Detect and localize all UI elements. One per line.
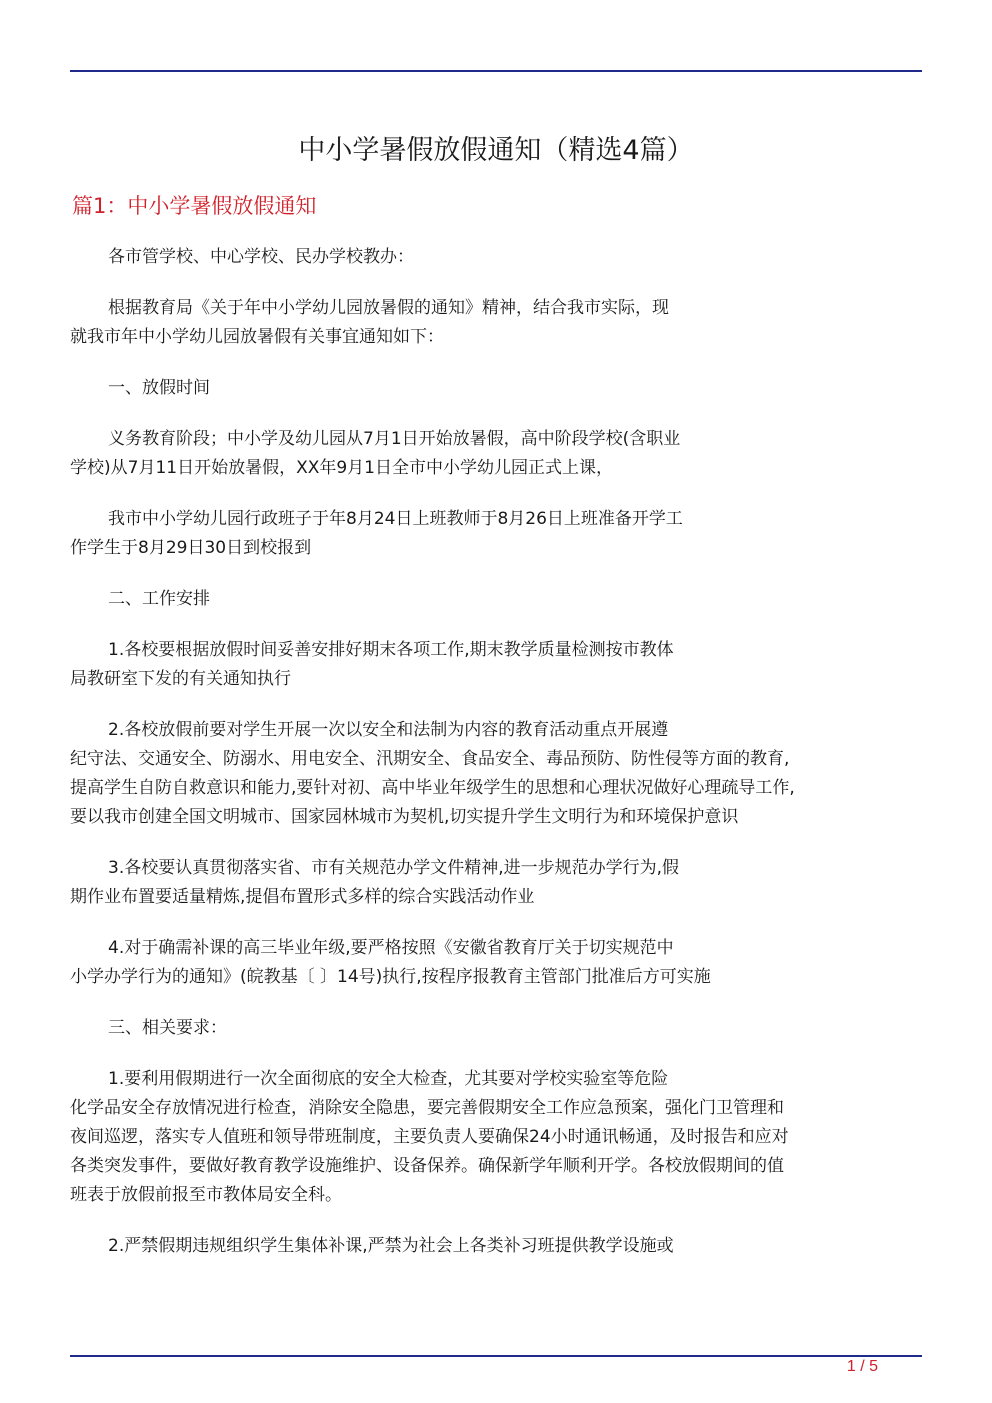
paragraph-line: 局教研室下发的有关通知执行: [70, 669, 291, 689]
paragraph: [70, 243, 922, 272]
paragraph-line: 提高学生自防自救意识和能力,要针对初、高中毕业年级学生的思想和心理状况做好心理疏导工作,: [70, 778, 795, 798]
paragraph-line: 纪守法、交通安全、防溺水、用电安全、汛期安全、食品安全、毒品预防、防性侵等方面的教育,: [70, 749, 790, 769]
paragraph: [70, 294, 922, 352]
paragraph-line: 我市中小学幼儿园行政班子于年8月24日上班教师于8月26日上班准备开学工: [108, 509, 683, 529]
bottom-rule: [70, 1355, 922, 1357]
paragraph-line: 三、相关要求：: [108, 1018, 227, 1038]
paragraph: [70, 1232, 922, 1261]
paragraph-line: 二、工作安排: [108, 589, 210, 609]
paragraph-line: 2.严禁假期违规组织学生集体补课,严禁为社会上各类补习班提供教学设施或: [108, 1236, 674, 1256]
document-title: 中小学暑假放假通知（精选4篇）: [298, 135, 694, 166]
paragraph: [70, 585, 922, 614]
paragraph-line: 学校)从7月11日开始放暑假，XX年9月1日全市中小学幼儿园正式上课，: [70, 458, 614, 478]
paragraph-line: 要以我市创建全国文明城市、国家园林城市为契机,切实提升学生文明行为和环境保护意识: [70, 807, 739, 827]
paragraph-line: 1.要利用假期进行一次全面彻底的安全大检查，尤其要对学校实验室等危险: [108, 1069, 669, 1089]
paragraph: [70, 374, 922, 403]
paragraph-line: 作学生于8月29日30日到校报到: [70, 538, 312, 558]
paragraph-line: 根据教育局《关于年中小学幼儿园放暑假的通知》精神，结合我市实际，现: [108, 298, 669, 318]
paragraph-line: 3.各校要认真贯彻落实省、市有关规范办学文件精神,进一步规范办学行为,假: [108, 858, 680, 878]
paragraph-line: 1.各校要根据放假时间妥善安排好期末各项工作,期末教学质量检测按市教体: [108, 640, 674, 660]
paragraph: [70, 934, 922, 992]
paragraph: [70, 1014, 922, 1043]
paragraph: [70, 1065, 922, 1210]
paragraph-line: 班表于放假前报至市教体局安全科。: [70, 1185, 342, 1205]
paragraph: [70, 425, 922, 483]
paragraph-line: 小学办学行为的通知》(皖教基〔 〕14号)执行,按程序报教育主管部门批准后方可实施: [70, 967, 711, 987]
document-body: [70, 243, 922, 1283]
paragraph: [70, 636, 922, 694]
paragraph-line: 2.各校放假前要对学生开展一次以安全和法制为内容的教育活动重点开展遵: [108, 720, 669, 740]
paragraph-line: 一、放假时间: [108, 378, 210, 398]
section-heading: 篇1：中小学暑假放假通知: [72, 194, 317, 218]
page-number: 1 / 5: [846, 1358, 878, 1375]
paragraph: [70, 716, 922, 832]
top-rule: [70, 70, 922, 72]
paragraph-line: 各市管学校、中心学校、民办学校教办：: [108, 247, 414, 267]
paragraph-line: 夜间巡逻，落实专人值班和领导带班制度，主要负责人要确保24小时通讯畅通，及时报告和应对: [70, 1127, 789, 1147]
paragraph: [70, 505, 922, 563]
paragraph-line: 4.对于确需补课的高三毕业年级,要严格按照《安徽省教育厅关于切实规范中: [108, 938, 674, 958]
paragraph-line: 各类突发事件，要做好教育教学设施维护、设备保养。确保新学年顺利开学。各校放假期间的值: [70, 1156, 784, 1176]
paragraph-line: 义务教育阶段；中小学及幼儿园从7月1日开始放暑假，高中阶段学校(含职业: [108, 429, 681, 449]
paragraph-line: 期作业布置要适量精炼,提倡布置形式多样的综合实践活动作业: [70, 887, 535, 907]
paragraph-line: 就我市年中小学幼儿园放暑假有关事宜通知如下：: [70, 327, 444, 347]
paragraph: [70, 854, 922, 912]
paragraph-line: 化学品安全存放情况进行检查，消除安全隐患，要完善假期安全工作应急预案，强化门卫管理和: [70, 1098, 784, 1118]
